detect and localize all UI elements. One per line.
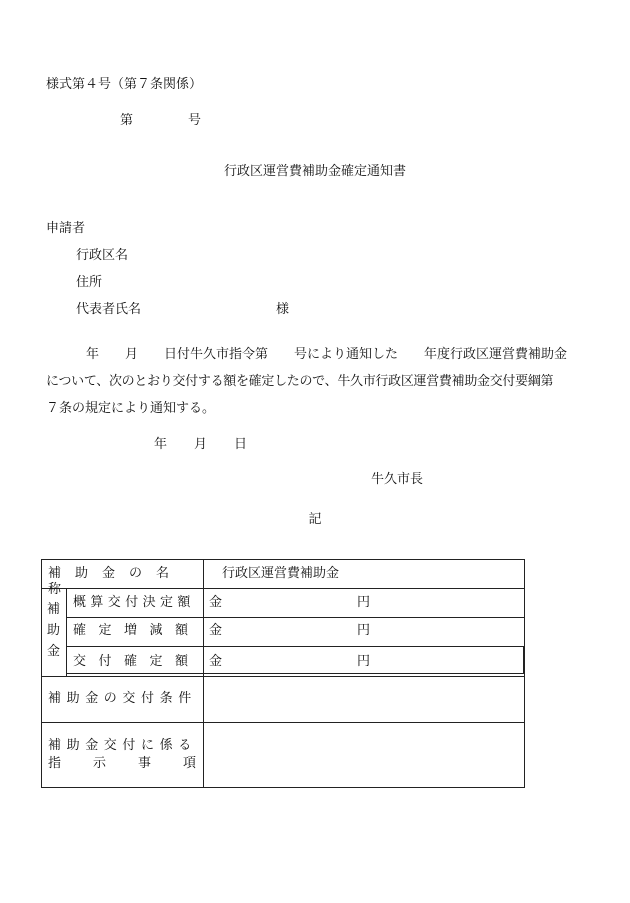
date-year: 年 bbox=[154, 437, 168, 452]
body-line-3: ７条の規定により通知する。 bbox=[46, 401, 216, 416]
change-amount-unit: 円 bbox=[357, 623, 371, 638]
representative-name-label: 代表者氏名 bbox=[76, 302, 142, 317]
subsidy-name-label-text: 補助金の名称 bbox=[48, 566, 184, 597]
honorific: 様 bbox=[276, 302, 290, 317]
doc-number-prefix: 第 bbox=[120, 113, 134, 128]
estimated-grant-label: 概算交付決定額 bbox=[73, 595, 195, 610]
document-title: 行政区運営費補助金確定通知書 bbox=[223, 164, 406, 179]
group-label-1: 補 bbox=[47, 602, 61, 617]
estimated-grant-unit: 円 bbox=[357, 595, 371, 610]
applicant-heading: 申請者 bbox=[46, 221, 86, 236]
confirmed-amount-label: 交付確定額 bbox=[73, 654, 201, 669]
subsidy-name-label bbox=[48, 566, 196, 598]
conditions-label: 補助金の交付条件 bbox=[48, 691, 197, 706]
district-name-label: 行政区名 bbox=[76, 248, 129, 263]
date-month: 月 bbox=[194, 437, 208, 452]
instructions-label-line2: 指示事項 bbox=[48, 756, 229, 771]
row-line bbox=[42, 722, 524, 723]
body-line-2: について、次のとおり交付する額を確定したので、牛久市行政区運営費補助金交付要綱第 bbox=[46, 374, 554, 389]
doc-number-suffix: 号 bbox=[188, 113, 202, 128]
form-number-header: 様式第４号（第７条関係） bbox=[46, 77, 203, 92]
row-line bbox=[66, 617, 524, 618]
estimated-grant-prefix: 金 bbox=[209, 595, 223, 610]
confirmed-amount-unit: 円 bbox=[357, 654, 371, 669]
change-amount-prefix: 金 bbox=[209, 623, 223, 638]
subsidy-table bbox=[41, 559, 525, 788]
notice-body bbox=[46, 341, 594, 422]
instructions-label-line1: 補助金交付に係る bbox=[48, 738, 197, 753]
change-amount-label: 確定増減額 bbox=[73, 623, 201, 638]
ki-mark: 記 bbox=[308, 512, 322, 527]
row-line bbox=[42, 676, 524, 677]
group-label-2: 助 bbox=[47, 623, 61, 638]
body-line-1: 年 月 日付牛久市指令第 号により通知した 年度行政区運営費補助金 bbox=[60, 347, 568, 362]
confirmed-amount-prefix: 金 bbox=[209, 654, 223, 669]
date-day: 日 bbox=[234, 437, 248, 452]
address-label: 住所 bbox=[76, 275, 103, 290]
issuer-name: 牛久市長 bbox=[371, 472, 424, 487]
group-label-3: 金 bbox=[47, 644, 61, 659]
subsidy-name-value: 行政区運営費補助金 bbox=[222, 566, 340, 581]
